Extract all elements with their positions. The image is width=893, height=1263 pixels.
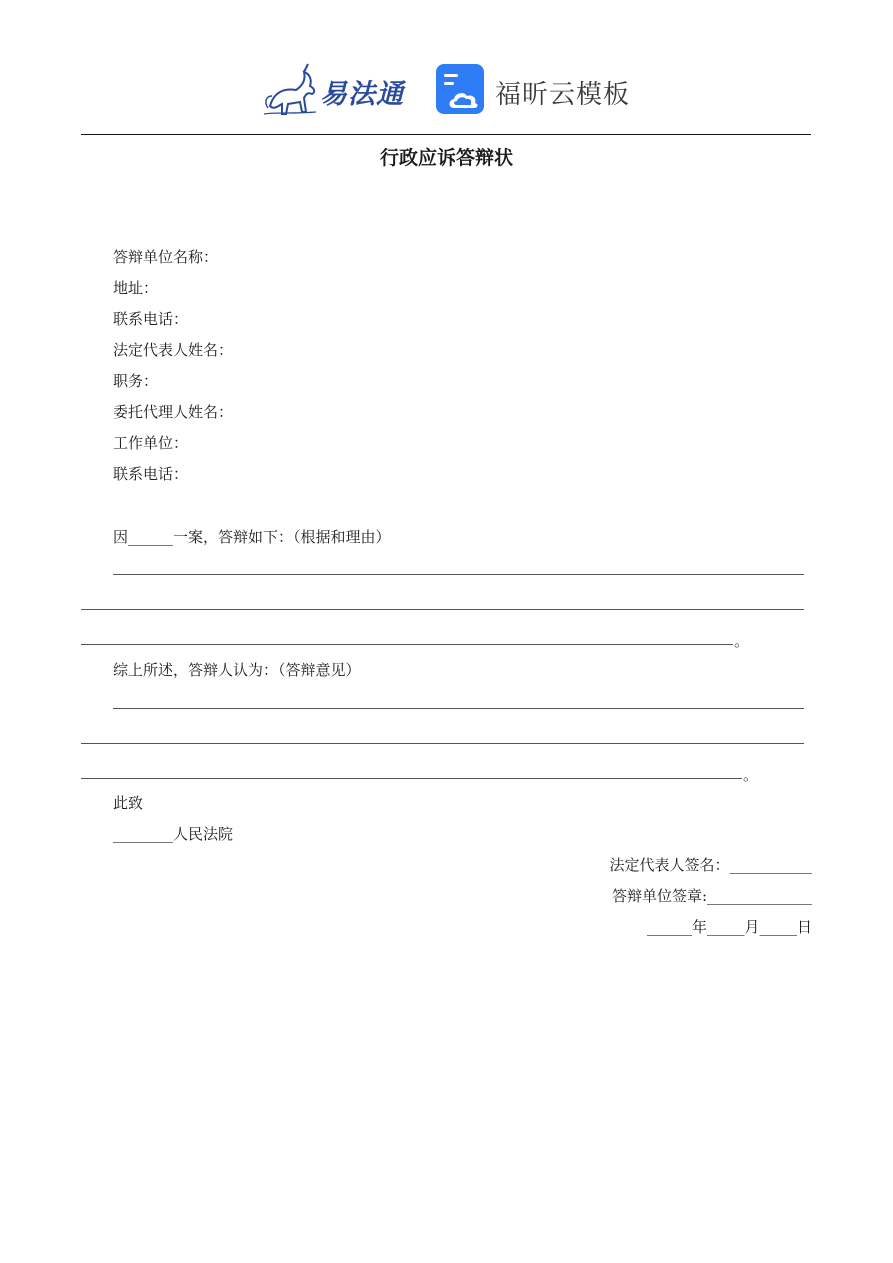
cloud-document-icon bbox=[436, 64, 486, 116]
foxit-brand-text: 福昕云模板 bbox=[495, 80, 631, 110]
unicorn-icon bbox=[262, 62, 320, 118]
reason-blank-line bbox=[81, 644, 733, 645]
case-intro: 因______一案，答辩如下：（根据和理由） bbox=[113, 528, 391, 546]
yifatong-brand-text: 易法通 bbox=[320, 79, 404, 110]
opinion-period: 。 bbox=[743, 766, 759, 784]
signature-date: ______年_____月_____日 bbox=[646, 918, 812, 936]
unit-seal: 答辩单位签章:______________ bbox=[611, 887, 812, 905]
header-divider bbox=[81, 134, 811, 135]
legal-rep-signature: 法定代表人签名：___________ bbox=[609, 856, 812, 874]
conclusion-intro: 综上所述，答辩人认为：（答辩意见） bbox=[113, 661, 361, 679]
field-respondent-name: 答辩单位名称： bbox=[113, 248, 219, 266]
field-legal-representative: 法定代表人姓名： bbox=[113, 341, 234, 359]
header bbox=[0, 60, 893, 122]
field-agent-phone: 联系电话： bbox=[113, 465, 189, 483]
yifatong-logo bbox=[262, 62, 412, 120]
field-agent-name: 委托代理人姓名： bbox=[113, 403, 234, 421]
reason-period: 。 bbox=[734, 632, 750, 650]
reason-blank-line bbox=[113, 574, 804, 575]
document-title: 行政应诉答辩状 bbox=[379, 147, 513, 169]
field-position: 职务： bbox=[113, 372, 159, 390]
court-name: ________人民法院 bbox=[113, 825, 234, 843]
opinion-blank-line bbox=[113, 708, 804, 709]
opinion-blank-line bbox=[81, 743, 804, 744]
opinion-blank-line bbox=[81, 778, 742, 779]
field-phone: 联系电话： bbox=[113, 310, 189, 328]
reason-blank-line bbox=[81, 609, 804, 610]
foxit-cloud-template-logo bbox=[434, 64, 644, 120]
field-address: 地址： bbox=[113, 279, 159, 297]
salutation: 此致 bbox=[113, 794, 144, 812]
field-work-unit: 工作单位： bbox=[113, 434, 189, 452]
